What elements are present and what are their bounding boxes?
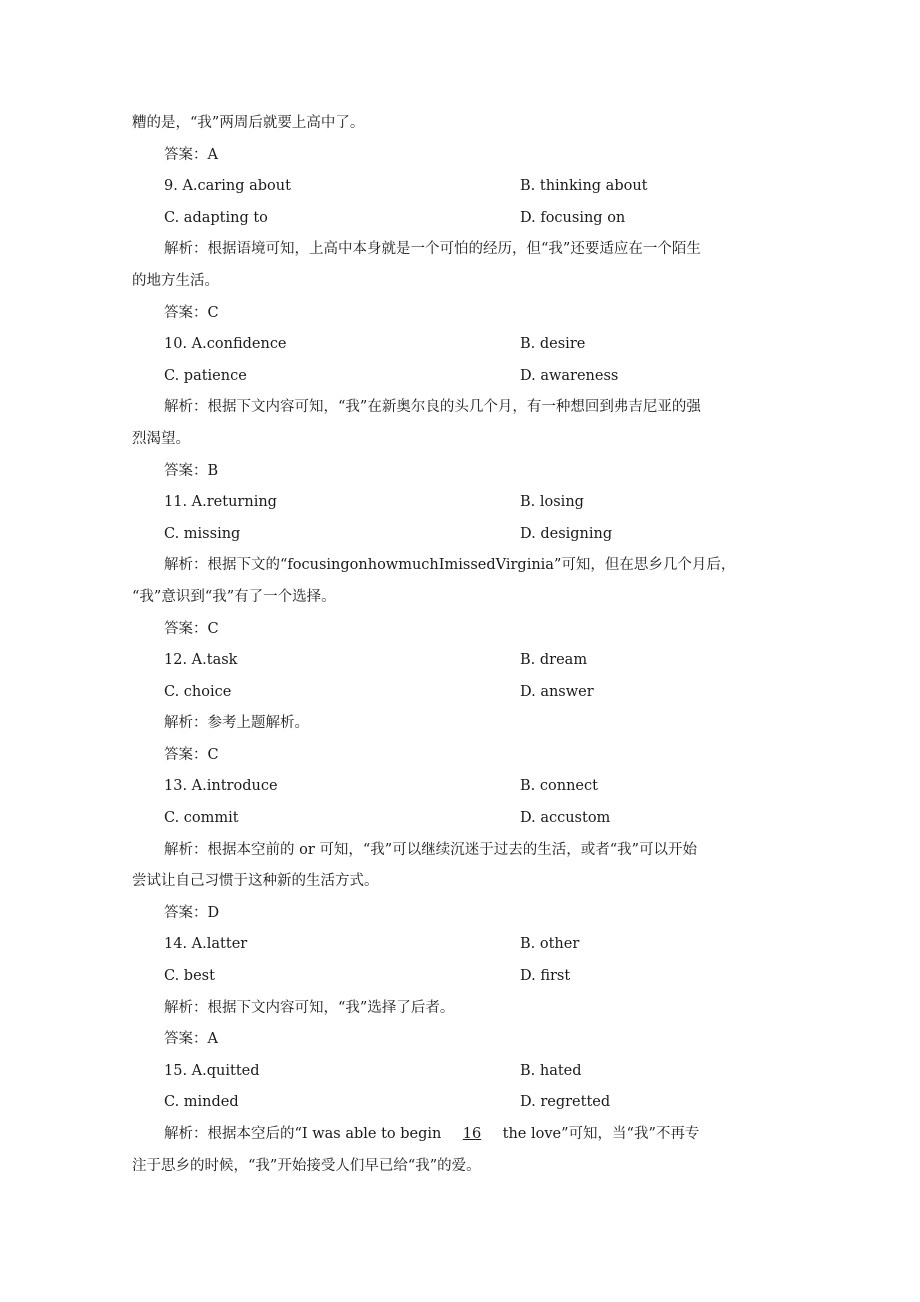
question-15-options-cd: [132, 1087, 792, 1119]
question-number: 10.: [164, 336, 188, 353]
option-d: D. answer: [520, 683, 594, 700]
answer-line: 答案：B: [164, 462, 219, 479]
analysis-line: 解析：根据语境可知，上高中本身就是一个可怕的经历，但“我”还要适应在一个陌生: [164, 241, 701, 258]
option-a: A.caring about: [182, 178, 291, 195]
option-a: A.quitted: [191, 1062, 260, 1079]
analysis-line: 解析：根据下文的“focusingonhowmuchImissedVirginia”可知，但在思乡几个月后，: [164, 557, 736, 574]
option-b: B. losing: [520, 494, 584, 511]
analysis-line-cont: 烈渴望。: [132, 430, 190, 447]
option-b: B. desire: [520, 336, 586, 353]
analysis-line-cont: 的地方生活。: [132, 272, 219, 289]
question-number: 11.: [164, 494, 188, 511]
question-13-options-cd: [132, 803, 792, 835]
question-number: 9.: [164, 178, 178, 195]
answer-line: 答案：A: [164, 1031, 218, 1048]
option-d: D. regretted: [520, 1094, 611, 1111]
analysis-line-cont: “我”意识到“我”有了一个选择。: [132, 588, 336, 605]
option-c: C. adapting to: [164, 209, 268, 226]
option-c: C. choice: [164, 683, 232, 700]
question-14-options-cd: [132, 961, 792, 993]
question-10-options-cd: [132, 361, 792, 393]
analysis-line: 解析：参考上题解析。: [164, 715, 309, 732]
answer-line: 答案：A: [164, 146, 218, 163]
analysis-line: [132, 1119, 792, 1151]
answer-line: 答案：D: [164, 904, 220, 921]
option-c: C. minded: [164, 1094, 239, 1111]
option-b: B. other: [520, 936, 580, 953]
analysis-text-before: 解析：根据本空后的“I was able to begin: [164, 1126, 447, 1142]
question-11-options-cd: [132, 519, 792, 551]
option-c: C. commit: [164, 810, 239, 827]
option-d: D. accustom: [520, 810, 611, 827]
question-14-options-ab: [132, 929, 792, 961]
document-content: [132, 108, 792, 1182]
question-9-options-cd: [132, 203, 792, 235]
option-a: A.introduce: [191, 778, 278, 795]
option-b: B. hated: [520, 1062, 582, 1079]
question-10-options-ab: [132, 329, 792, 361]
answer-line: 答案：C: [164, 304, 219, 321]
option-a: A.confidence: [191, 336, 287, 353]
option-b: B. thinking about: [520, 178, 648, 195]
answer-line: 答案：C: [164, 746, 219, 763]
option-c: C. missing: [164, 525, 241, 542]
option-a: A.task: [191, 652, 238, 669]
analysis-line-cont: 注于思乡的时候，“我”开始接受人们早已给“我”的爱。: [132, 1157, 481, 1174]
option-d: D. designing: [520, 525, 613, 542]
question-11-options-ab: [132, 487, 792, 519]
fill-in-blank-16: 16: [462, 1126, 482, 1142]
option-d: D. first: [520, 968, 571, 985]
question-number: 12.: [164, 652, 188, 669]
option-c: C. best: [164, 968, 215, 985]
answer-line: 答案：C: [164, 620, 219, 637]
question-12-options-ab: [132, 645, 792, 677]
option-d: D. awareness: [520, 367, 619, 384]
analysis-line: 解析：根据下文内容可知，“我”在新奥尔良的头几个月，有一种想回到弗吉尼亚的强: [164, 399, 701, 416]
analysis-line: 解析：根据下文内容可知，“我”选择了后者。: [164, 999, 455, 1016]
option-b: B. dream: [520, 652, 588, 669]
analysis-line-cont: 尝试让自己习惯于这种新的生活方式。: [132, 873, 379, 890]
option-d: D. focusing on: [520, 209, 626, 226]
question-number: 13.: [164, 778, 188, 795]
option-c: C. patience: [164, 367, 247, 384]
analysis-line: 解析：根据本空前的 or 可知，“我”可以继续沉迷于过去的生活，或者“我”可以开始: [164, 841, 698, 858]
question-9-options-ab: [132, 171, 792, 203]
question-number: 14.: [164, 936, 188, 953]
option-b: B. connect: [520, 778, 598, 795]
option-a: A.latter: [191, 936, 248, 953]
question-13-options-ab: [132, 771, 792, 803]
question-12-options-cd: [132, 677, 792, 709]
question-number: 15.: [164, 1062, 188, 1079]
option-a: A.returning: [191, 494, 277, 511]
paragraph-line: 糟的是，“我”两周后就要上高中了。: [132, 115, 365, 131]
question-15-options-ab: [132, 1056, 792, 1088]
analysis-text-after: the love”可知，当“我”不再专: [498, 1126, 700, 1142]
